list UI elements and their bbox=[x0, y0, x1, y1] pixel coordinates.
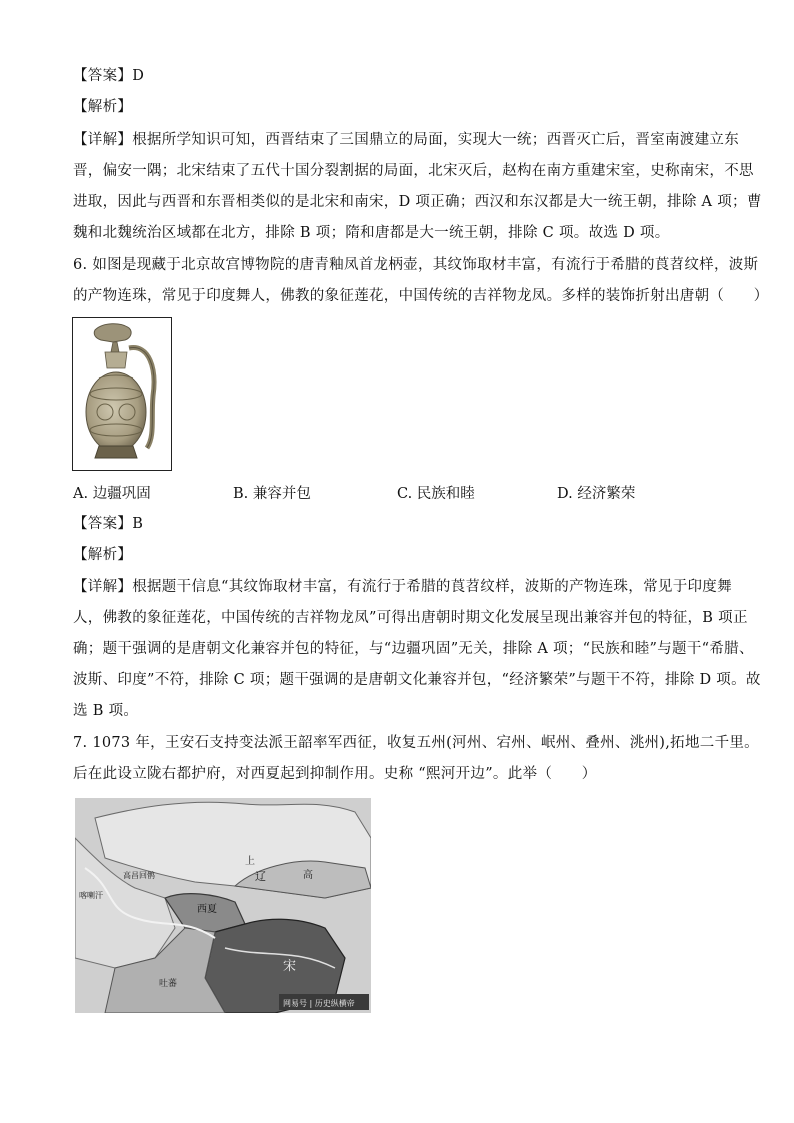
q5-detail-line-3: 进取，因此与西晋和东晋相类似的是北宋和南宋，D 项正确；西汉和东汉都是大一统王朝，排除 A 项；曹 bbox=[73, 194, 762, 210]
q6-detail-line-2: 人，佛教的象征莲花，中国传统的吉祥物龙凤”可得出唐朝时期文化发展呈现出兼容并包的特征，B 项正 bbox=[73, 610, 748, 626]
map-label-shang: 上 bbox=[245, 856, 255, 867]
q6-detail-line-1: 【详解】根据题干信息“其纹饰取材丰富，有流行于希腊的莨苕纹样，波斯的产物连珠，常见于印度舞 bbox=[73, 579, 732, 595]
q5-analysis-heading: 【解析】 bbox=[73, 99, 133, 115]
q5-answer: 【答案】D bbox=[73, 68, 145, 84]
ewer-photo bbox=[72, 317, 172, 471]
q7-stem-line-2: 后在此设立陇右都护府，对西夏起到抑制作用。史称 “熙河开边”。此举（ ） bbox=[73, 766, 597, 782]
q6-answer: 【答案】B bbox=[73, 516, 144, 532]
q6-stem-line-2: 的产物连珠，常见于印度舞人，佛教的象征莲花，中国传统的吉祥物龙凤。多样的装饰折射出唐朝（ ） bbox=[73, 288, 769, 304]
map-label-song: 宋 bbox=[283, 959, 297, 974]
q6-stem-line-1: 6. 如图是现藏于北京故宫博物院的唐青釉凤首龙柄壶，其纹饰取材丰富，有流行于希腊的莨苕纹样，波斯 bbox=[73, 257, 759, 273]
q5-detail-line-4: 魏和北魏统治区域都在北方，排除 B 项；隋和唐都是大一统王朝，排除 C 项。故选 D 项。 bbox=[73, 225, 670, 241]
map-watermark: 网易号 | 历史纵横帝 bbox=[283, 999, 355, 1008]
map-label-liao: 辽 bbox=[255, 870, 266, 883]
q6-detail-line-3: 确；题干强调的是唐朝文化兼容并包的特征，与“边疆巩固”无关，排除 A 项；“民族和睦”与题干“希腊、 bbox=[73, 641, 754, 657]
map-label-gao: 高 bbox=[303, 870, 313, 881]
q5-detail-line-2: 晋，偏安一隅；北宋结束了五代十国分裂割据的局面，北宋灭后，赵构在南方重建宋室，史称南宋，不思 bbox=[73, 163, 754, 179]
q6-option-a: A. 边疆巩固 bbox=[73, 486, 151, 502]
q6-detail-line-5: 选 B 项。 bbox=[73, 703, 139, 719]
q6-option-b: B. 兼容并包 bbox=[233, 486, 311, 502]
q5-detail-line-1: 【详解】根据所学知识可知，西晋结束了三国鼎立的局面，实现大一统；西晋灭亡后，晋室南渡建立东 bbox=[73, 132, 739, 148]
map-label-xixia: 西夏 bbox=[197, 904, 217, 915]
map-label-gaochang: 高昌回鹘 bbox=[123, 871, 155, 880]
q6-option-d: D. 经济繁荣 bbox=[557, 486, 636, 502]
q6-detail-line-4: 波斯、印度”不符，排除 C 项；题干强调的是唐朝文化兼容并包，“经济繁荣”与题干不符，排除 D 项。故 bbox=[73, 672, 761, 688]
map-label-kara: 喀喇汗 bbox=[79, 891, 103, 900]
q6-analysis-heading: 【解析】 bbox=[73, 547, 133, 563]
phoenix-head-ewer-image bbox=[73, 318, 171, 470]
q6-option-c: C. 民族和睦 bbox=[397, 486, 475, 502]
q7-stem-line-1: 7. 1073 年，王安石支持变法派王韶率军西征，收复五州(河州、宕州、岷州、叠州、洮州),拓地二千里。 bbox=[73, 735, 759, 751]
map-graphic bbox=[75, 798, 371, 1013]
song-dynasty-map bbox=[75, 798, 371, 1013]
map-label-tubo: 吐蕃 bbox=[159, 979, 178, 989]
